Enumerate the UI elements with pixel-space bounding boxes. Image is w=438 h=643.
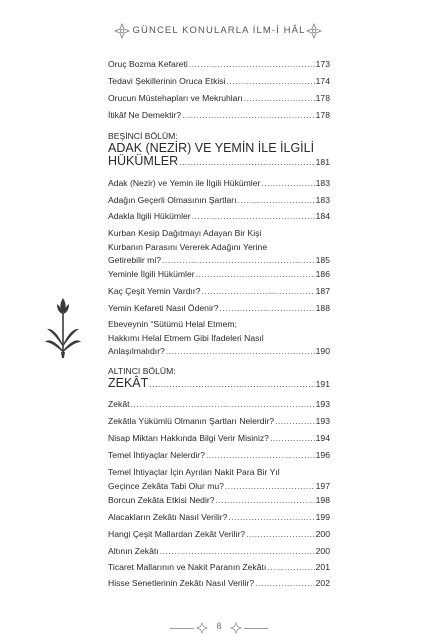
toc-entry-page: 187 bbox=[315, 286, 330, 296]
toc-entry-page: 193 bbox=[315, 399, 330, 409]
toc-entry-title-line: Hakkımı Helal Etmem Gibi İfadeleri Nasıl bbox=[108, 332, 264, 343]
leader-dots bbox=[267, 561, 314, 575]
toc-entry-page: 190 bbox=[315, 346, 330, 356]
toc-entry-page: 178 bbox=[315, 93, 330, 103]
toc-entry-title: Hisse Senetlerinin Zekâtı Nasıl Verilir? bbox=[108, 578, 255, 588]
toc-entry-title: Adak (Nezir) ve Yemin ile İlgili Hükümler bbox=[108, 178, 261, 188]
leader-dots bbox=[255, 577, 315, 591]
toc-entry-title: Hangi Çeşit Mallardan Zekât Verilir? bbox=[108, 529, 246, 539]
page-number: 8 bbox=[216, 621, 222, 631]
leader-dots bbox=[202, 285, 315, 299]
section-6-title-text: ZEKÂT bbox=[108, 376, 149, 390]
toc-entry[interactable] bbox=[108, 268, 330, 282]
toc-entry-page: 185 bbox=[315, 255, 330, 265]
toc-entry-title-line: Anlaşılmalıdır? bbox=[108, 346, 165, 356]
toc-entry-page: 188 bbox=[315, 303, 330, 313]
leader-dots bbox=[216, 494, 315, 508]
running-header bbox=[0, 22, 438, 42]
toc-entry[interactable] bbox=[108, 227, 330, 268]
toc-entry[interactable] bbox=[108, 302, 330, 316]
toc-entry[interactable] bbox=[108, 58, 330, 72]
leader-dots bbox=[192, 210, 315, 224]
toc-entry-page: 196 bbox=[315, 450, 330, 460]
toc-entry[interactable] bbox=[108, 561, 330, 575]
toc-entry-title-line: Kurban Kesip Dağıtmayı Adayan Bir Kişi bbox=[108, 228, 262, 238]
toc-entry-page: 200 bbox=[315, 546, 330, 556]
toc-entry-title: Oruç Bozma Kefareti bbox=[108, 59, 188, 69]
toc-entry-page: 178 bbox=[315, 110, 330, 120]
toc-entry-title: Temel İhtiyaçlar Nelerdir? bbox=[108, 450, 205, 460]
toc-entry[interactable] bbox=[108, 109, 330, 123]
toc-entry-title: Orucun Müstehapları ve Mekruhları bbox=[108, 93, 243, 103]
leader-dots bbox=[206, 449, 315, 463]
leader-dots bbox=[196, 268, 315, 282]
leader-dots bbox=[162, 254, 315, 268]
toc-entry-title: Kaç Çeşit Yemin Vardır? bbox=[108, 286, 201, 296]
toc-entry-page: 201 bbox=[315, 562, 330, 572]
leader-dots bbox=[189, 58, 315, 72]
toc-entry-title: İtikâf Ne Demektir? bbox=[108, 110, 182, 120]
leader-dots bbox=[182, 109, 315, 123]
section-6-label: ALTINCI BÖLÜM: bbox=[108, 366, 176, 376]
leader-dots bbox=[166, 345, 315, 359]
page-footer bbox=[0, 620, 438, 636]
toc-entry[interactable] bbox=[108, 415, 330, 429]
section-5-label: BEŞİNCİ BÖLÜM: bbox=[108, 131, 178, 141]
toc-entry[interactable] bbox=[108, 449, 330, 463]
toc-entry-page: 183 bbox=[315, 195, 330, 205]
toc-entry-title: Alacakların Zekâtı Nasıl Verilir? bbox=[108, 512, 228, 522]
ornament-right-icon bbox=[306, 23, 322, 39]
toc-entry[interactable] bbox=[108, 528, 330, 542]
toc-entry-title: Borcun Zekâta Etkisi Nedir? bbox=[108, 495, 215, 505]
toc-entry[interactable] bbox=[108, 577, 330, 591]
toc-entry-page: 184 bbox=[315, 211, 330, 221]
leader-dots bbox=[275, 415, 315, 429]
section-5-title-line1: ADAK (NEZİR) VE YEMİN İLE İLGİLİ bbox=[108, 141, 315, 155]
leader-dots bbox=[244, 92, 315, 106]
footer-ornament-right-icon bbox=[230, 622, 242, 634]
toc-entry[interactable] bbox=[108, 432, 330, 446]
toc-entry-page: 183 bbox=[315, 178, 330, 188]
toc-entry-page: 197 bbox=[315, 480, 330, 491]
toc-entry[interactable] bbox=[108, 210, 330, 224]
toc-entry[interactable] bbox=[108, 92, 330, 106]
leader-dots bbox=[131, 398, 315, 412]
leader-dots bbox=[225, 480, 315, 494]
toc-entry-page: 186 bbox=[315, 269, 330, 279]
toc-entry-title-line: Kurbanın Parasını Vererek Adağını Yerine bbox=[108, 241, 268, 252]
toc-entry[interactable] bbox=[108, 398, 330, 412]
toc-entry[interactable] bbox=[108, 494, 330, 508]
tulip-ornament-icon bbox=[44, 296, 82, 360]
leader-dots bbox=[220, 302, 315, 316]
toc-entry[interactable] bbox=[108, 466, 330, 493]
toc-entry-title-line: Temel İhtiyaçlar İçin Ayrılan Nakit Para Bir Yıl bbox=[108, 467, 280, 477]
toc-entry-title: Zekât bbox=[108, 399, 130, 409]
toc-entry-page: 194 bbox=[315, 433, 330, 443]
leader-dots bbox=[149, 378, 314, 391]
toc-entry[interactable] bbox=[108, 75, 330, 89]
footer-rule-right bbox=[244, 628, 268, 629]
section-5-title-line2: HÜKÜMLER bbox=[108, 153, 179, 168]
toc-entry-page: 202 bbox=[315, 578, 330, 588]
section-6-page: 191 bbox=[315, 379, 330, 389]
toc-entry-page: 198 bbox=[315, 495, 330, 505]
leader-dots bbox=[270, 432, 315, 446]
toc-entry-title: Nisap Miktarı Hakkında Bilgi Verir Misiniz? bbox=[108, 433, 269, 443]
leader-dots bbox=[228, 511, 314, 525]
toc-entry-title: Yeminle İlgili Hükümler bbox=[108, 269, 195, 279]
toc-entry-title-line: Getirebilir mi? bbox=[108, 255, 162, 265]
toc-entry[interactable] bbox=[108, 177, 330, 191]
leader-dots bbox=[227, 75, 315, 89]
toc-entry-page: 199 bbox=[315, 512, 330, 522]
toc-entry-title-line: Ebeveynin “Sütümü Helal Etmem; bbox=[108, 319, 237, 329]
section-5-page: 181 bbox=[315, 156, 330, 167]
leader-dots bbox=[261, 177, 314, 191]
leader-dots bbox=[237, 194, 314, 208]
toc-entry-page: 193 bbox=[315, 416, 330, 426]
section-6-title[interactable] bbox=[108, 377, 330, 391]
toc-entry[interactable] bbox=[108, 285, 330, 299]
toc-entry-title: Adağın Geçerli Olmasının Şartları bbox=[108, 195, 237, 205]
toc-entry-page: 200 bbox=[315, 529, 330, 539]
toc-entry-title: Adakla İlgili Hükümler bbox=[108, 211, 191, 221]
leader-dots bbox=[160, 545, 315, 559]
toc-entry-page: 174 bbox=[315, 76, 330, 86]
section-5-title[interactable] bbox=[108, 142, 330, 168]
leader-dots bbox=[179, 156, 315, 169]
toc-entry-title: Tedavi Şekillerinin Oruca Etkisi bbox=[108, 76, 226, 86]
leader-dots bbox=[246, 528, 315, 542]
toc-entry-title: Zekâtla Yükümlü Olmanın Şartları Nelerdir? bbox=[108, 416, 275, 426]
toc-entry-title: Ticaret Mallarının ve Nakit Paranın Zekâtı bbox=[108, 562, 267, 572]
toc-entry[interactable] bbox=[108, 194, 330, 208]
toc-entry-title: Yemin Kefareti Nasıl Ödenir? bbox=[108, 303, 219, 313]
toc-entry-title-line: Geçince Zekâta Tabi Olur mu? bbox=[108, 480, 224, 491]
toc-entry-title: Altının Zekâtı bbox=[108, 546, 159, 556]
toc-entry[interactable] bbox=[108, 511, 330, 525]
toc-entry-page: 173 bbox=[315, 59, 330, 69]
toc-entry[interactable] bbox=[108, 318, 330, 359]
toc-entry[interactable] bbox=[108, 545, 330, 559]
header-title: GÜNCEL KONULARLA İLM-İ HÂL bbox=[132, 25, 306, 36]
